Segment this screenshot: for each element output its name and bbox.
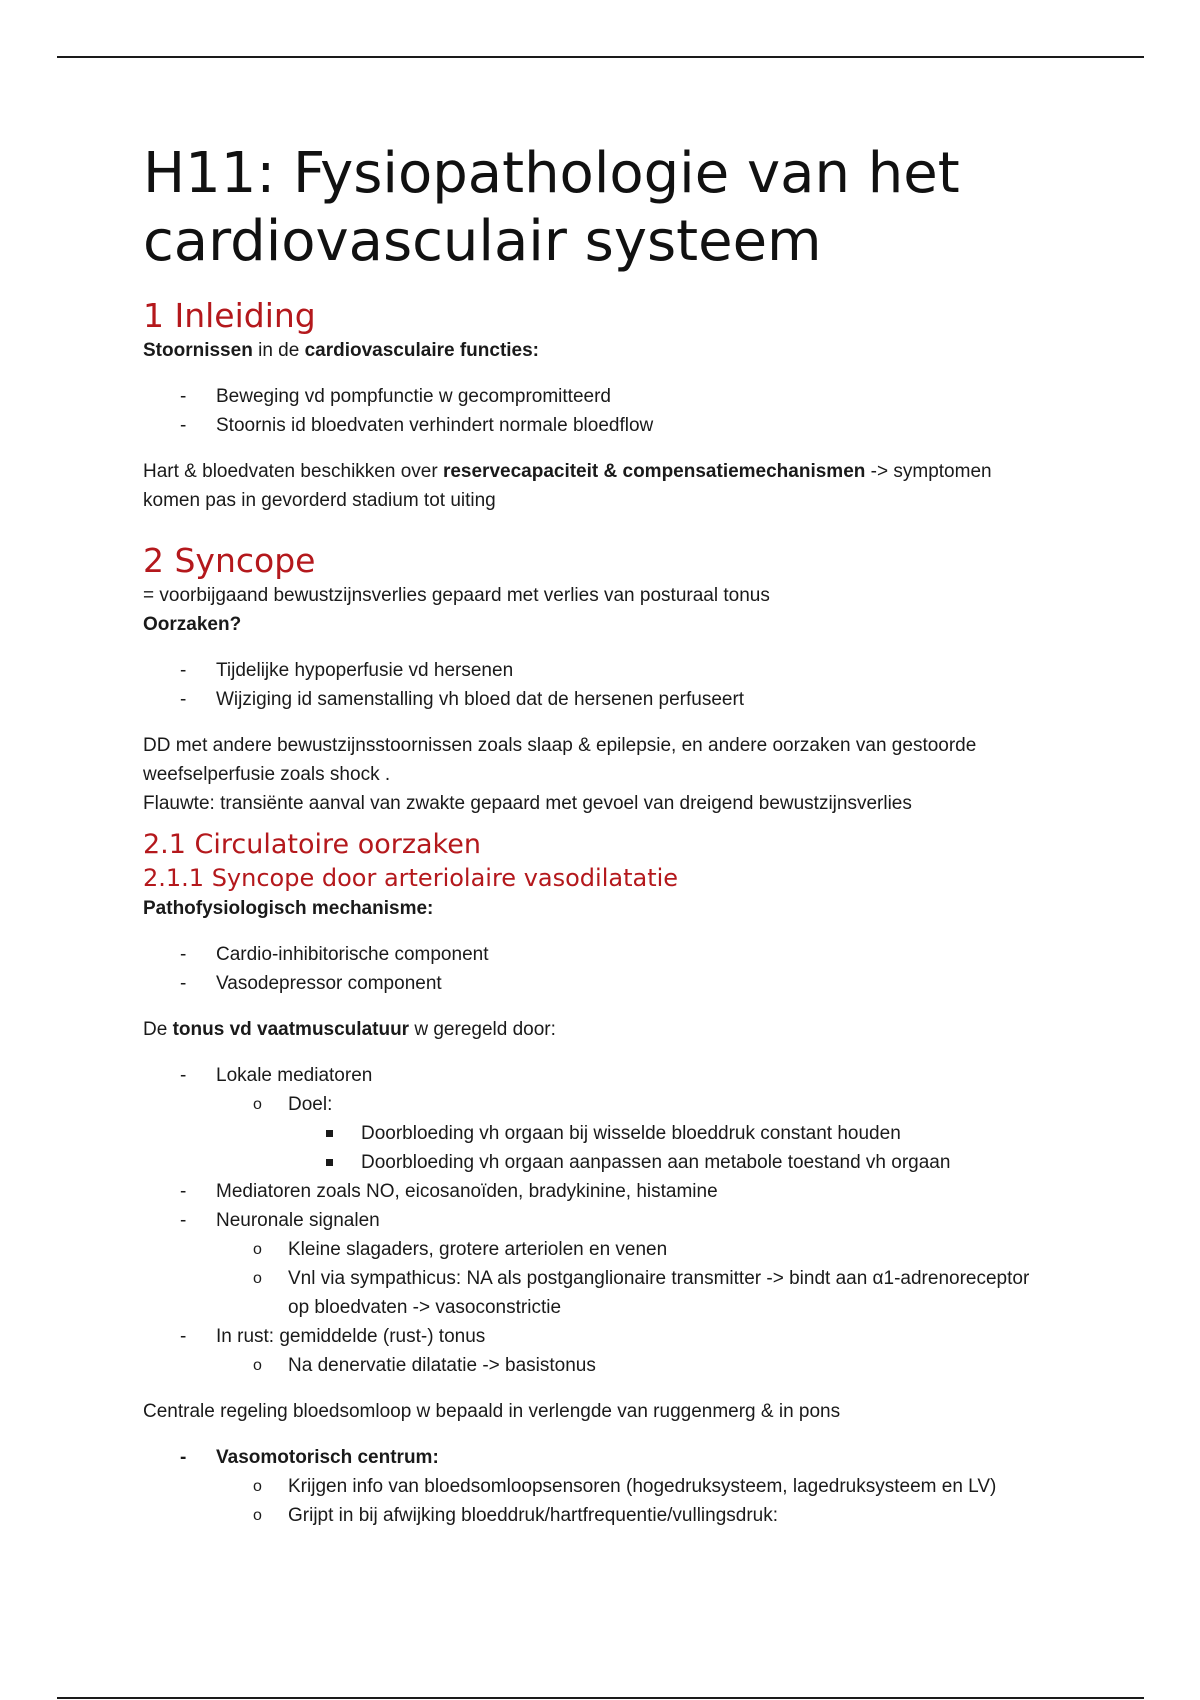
- syncope-definition: = voorbijgaand bewustzijnsverlies gepaard met verlies van posturaal tonus: [143, 585, 770, 606]
- tonus-paragraph: De tonus vd vaatmusculatuur w geregeld door:: [143, 1019, 556, 1040]
- central-regulation: Centrale regeling bloedsomloop w bepaald in verlengde van ruggenmerg & in pons: [143, 1401, 841, 1422]
- list-item: - Vasomotorisch centrum:: [180, 1447, 439, 1468]
- list-item: - In rust: gemiddelde (rust-) tonus: [180, 1326, 486, 1347]
- mechanism-list: [143, 940, 1043, 998]
- square-bullet-icon: [326, 1130, 333, 1137]
- list-item: Doorbloeding vh orgaan aanpassen aan metabole toestand vh orgaan: [143, 1148, 1043, 1177]
- inleiding-paragraph: Hart & bloedvaten beschikken over reservecapaciteit & compensatiemechanismen -> symptomen komen pas in gevorderd stadium tot uiting: [143, 461, 992, 511]
- list-item: o Na denervatie dilatatie -> basistonus: [253, 1355, 596, 1376]
- syncope-causes-list: [143, 656, 1043, 714]
- mechanism-label: Pathofysiologisch mechanisme:: [143, 898, 434, 919]
- syncope-causes-label: Oorzaken?: [143, 614, 242, 635]
- list-item: - Tijdelijke hypoperfusie vd hersenen: [180, 660, 514, 681]
- list-item: - Cardio-inhibitorische component: [180, 944, 489, 965]
- list-item: - Neuronale signalen: [180, 1210, 380, 1231]
- square-bullet-icon: [326, 1159, 333, 1166]
- document-title: H11: Fysiopathologie van het cardiovasculair systeem: [143, 141, 960, 274]
- heading-syncope: 2 Syncope: [143, 541, 316, 580]
- heading-vasodilatatie: 2.1.1 Syncope door arteriolaire vasodilatatie: [143, 864, 679, 892]
- syncope-dd: DD met andere bewustzijnsstoornissen zoals slaap & epilepsie, en andere oorzaken van gestoorde weefselperfusie zoals shock .: [143, 735, 977, 785]
- header-rule: [57, 56, 1144, 58]
- list-item: o Doel:: [253, 1094, 333, 1115]
- heading-circulatoire: 2.1 Circulatoire oorzaken: [143, 829, 481, 860]
- heading-inleiding: 1 Inleiding: [143, 296, 316, 335]
- regulation-list: [143, 1061, 1043, 1380]
- syncope-flauwte: Flauwte: transiënte aanval van zwakte gepaard met gevoel van dreigend bewustzijnsverlies: [143, 793, 912, 814]
- inleiding-list: [143, 382, 1043, 440]
- footer-rule: [57, 1697, 1144, 1699]
- list-item: - Mediatoren zoals NO, eicosanoïden, bradykinine, histamine: [180, 1181, 718, 1202]
- inleiding-intro: Stoornissen in de cardiovasculaire functies:: [143, 340, 540, 361]
- list-item: o Grijpt in bij afwijking bloeddruk/hartfrequentie/vullingsdruk:: [253, 1505, 779, 1526]
- list-item: - Lokale mediatoren: [180, 1065, 373, 1086]
- vasomotor-list: [143, 1443, 1043, 1530]
- list-item: - Stoornis id bloedvaten verhindert normale bloedflow: [180, 415, 654, 436]
- list-item: - Wijziging id samenstalling vh bloed dat de hersenen perfuseert: [180, 689, 745, 710]
- list-item: - Beweging vd pompfunctie w gecompromitteerd: [180, 386, 611, 407]
- list-item: o Krijgen info van bloedsomloopsensoren (hogedruksysteem, lagedruksysteem en LV): [253, 1476, 997, 1497]
- list-item: o Vnl via sympathicus: NA als postganglionaire transmitter -> bindt aan α1-adrenoreceptor op bloedvaten -> vasoconstrictie: [253, 1268, 1030, 1318]
- list-item: Doorbloeding vh orgaan bij wisselde bloeddruk constant houden: [143, 1119, 1043, 1148]
- list-item: - Vasodepressor component: [180, 973, 442, 994]
- list-item: o Kleine slagaders, grotere arteriolen en venen: [253, 1239, 668, 1260]
- document-body: [143, 140, 1043, 1530]
